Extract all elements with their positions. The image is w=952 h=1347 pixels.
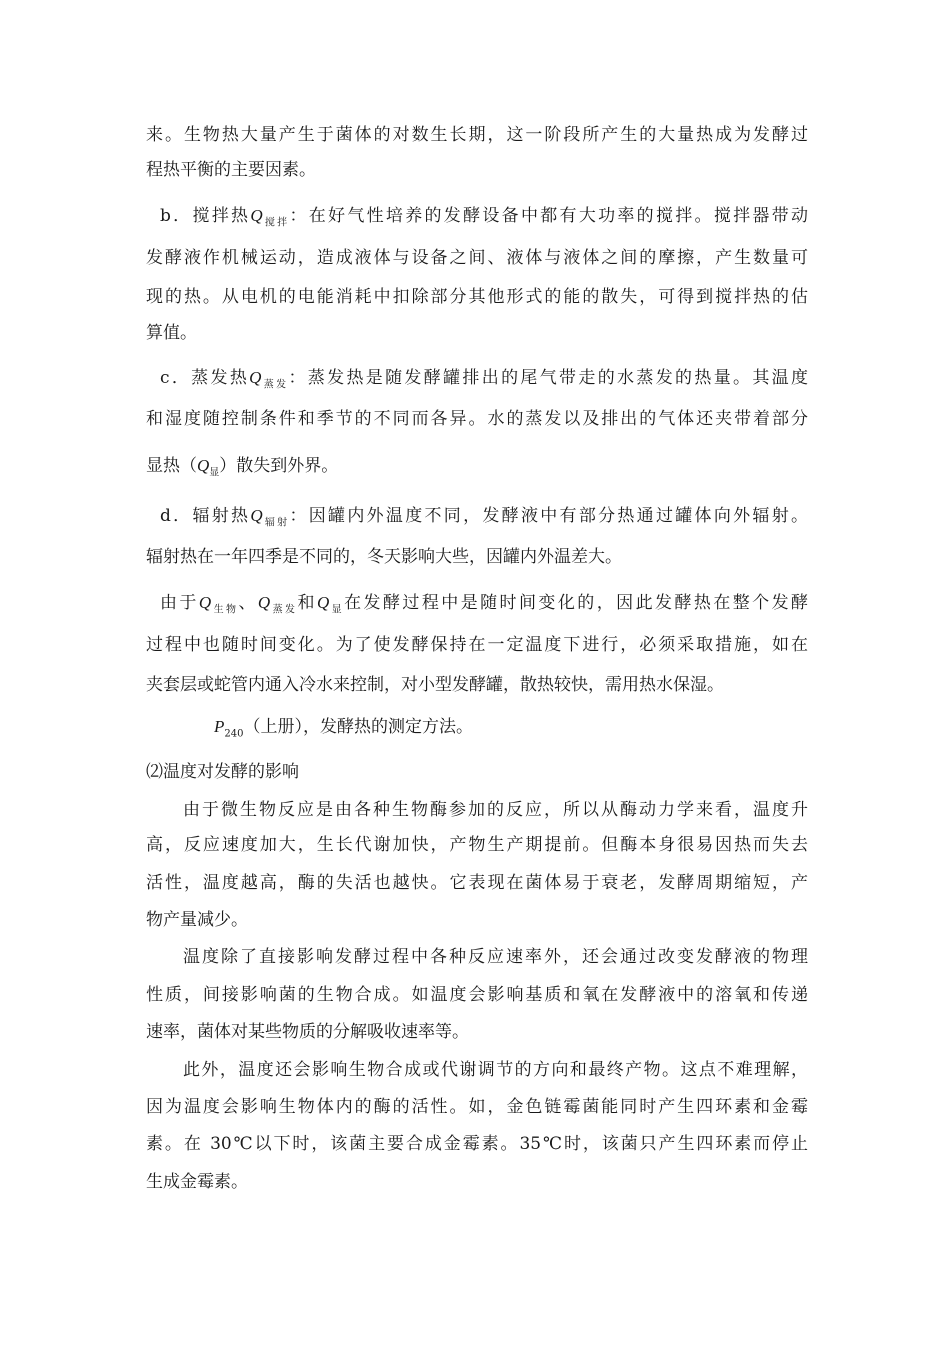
paragraph-line: 因为温度会影响生物体内的酶的活性。如，金色链霉菌能同时产生四环素和金霉 (146, 1097, 808, 1117)
paragraph-line: 辐射热在一年四季是不同的，冬天影响大些，因罐内外温差大。 (146, 547, 622, 567)
paragraph-line: 活性，温度越高，酶的失活也越快。它表现在菌体易于衰老，发酵周期缩短，产 (146, 873, 808, 893)
paragraph-line: 和湿度随控制条件和季节的不同而各异。水的蒸发以及排出的气体还夹带着部分 (146, 409, 808, 429)
paragraph-line: 物产量减少。 (146, 910, 248, 930)
section-heading: ⑵温度对发酵的影响 (146, 762, 299, 782)
paragraph-line: 显热$(Q_显)$散失到外界。 (146, 456, 339, 479)
summary-first-line: 由于$Q_{生物}$、$Q_{蒸发}$和$Q_显$在发酵过程中是随时间变化的，因此发酵热在整个发酵 (160, 593, 809, 616)
paragraph-line: 算值。 (146, 323, 197, 343)
paragraph-line: 高，反应速度加大，生长代谢加快，产物生产期提前。但酶本身很易因热而失去 (146, 835, 808, 855)
paragraph-line: 素。在 30℃以下时，该菌主要合成金霉素。35℃时，该菌只产生四环素而停止 (146, 1134, 808, 1154)
paragraph-line: 来。生物热大量产生于菌体的对数生长期，这一阶段所产生的大量热成为发酵过 (146, 125, 808, 145)
radiation-heat-heading-line: d．辐射热$Q_{辐射}$：因罐内外温度不同，发酵液中有部分热通过罐体向外辐射。 (160, 506, 808, 529)
paragraph-line: 温度除了直接影响发酵过程中各种反应速率外，还会通过改变发酵液的物理 (183, 947, 808, 967)
paragraph-line: 此外，温度还会影响生物合成或代谢调节的方向和最终产物。这点不难理解， (183, 1060, 808, 1080)
stirring-heat-heading-line: b．搅拌热$Q_{搅拌}$：在好气性培养的发酵设备中都有大功率的搅拌。搅拌器带动 (160, 206, 808, 229)
paragraph-line: 程热平衡的主要因素。 (146, 160, 316, 180)
paragraph-line: 夹套层或蛇管内通入冷水来控制，对小型发酵罐，散热较快，需用热水保湿。 (146, 675, 724, 695)
paragraph-line: 现的热。从电机的电能消耗中扣除部分其他形式的能的散失，可得到搅拌热的估 (146, 287, 808, 307)
paragraph-line: 由于微生物反应是由各种生物酶参加的反应，所以从酶动力学来看，温度升 (183, 800, 808, 820)
paragraph-line: 发酵液作机械运动，造成液体与设备之间、液体与液体之间的摩擦，产生数量可 (146, 248, 808, 268)
evaporation-heat-heading-line: c．蒸发热$Q_{蒸发}$：蒸发热是随发酵罐排出的尾气带走的水蒸发的热量。其温度 (160, 368, 809, 391)
paragraph-line: 生成金霉素。 (146, 1172, 248, 1192)
paragraph-line: 性质，间接影响菌的生物合成。如温度会影响基质和氧在发酵液中的溶氧和传递 (146, 985, 808, 1005)
page-reference: $P_{240}$（上册），发酵热的测定方法。 (214, 717, 473, 740)
paragraph-line: 过程中也随时间变化。为了使发酵保持在一定温度下进行，必须采取措施，如在 (146, 635, 808, 655)
paragraph-line: 速率，菌体对某些物质的分解吸收速率等。 (146, 1022, 469, 1042)
